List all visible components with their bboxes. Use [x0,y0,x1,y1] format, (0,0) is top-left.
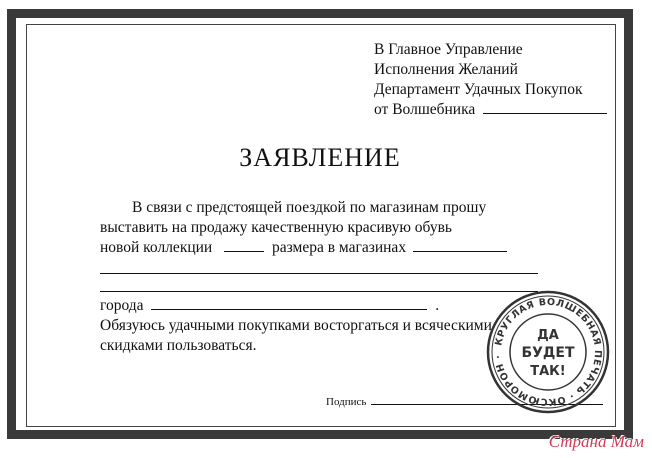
stamp-ring-text: КРУГЛАЯ ВОЛШЕБНАЯ ПЕЧАТЬ · ОКСЮМОРОН · [493,296,604,408]
round-stamp [486,290,610,414]
signature-label: Подпись [326,396,367,408]
stores-field-line-3[interactable] [100,291,538,292]
body-line-1: В связи с предстоящей поездкой по магазинам прошу [132,199,487,216]
size-label: размера в магазинах [271,239,407,256]
city-field[interactable] [151,297,427,310]
city-label: города [100,297,144,314]
addressee-line-4 [374,100,607,120]
wizard-name-field[interactable] [483,101,607,114]
size-field[interactable] [224,239,264,252]
addressee-line-1: В Главное Управление [374,41,523,58]
stamp-center-line-1: ДА [537,328,559,343]
addressee-block [374,40,607,120]
body-line-2: выставить на продажу качественную красивую обувь [100,219,452,236]
body-line-3 [100,238,560,258]
stamp-center-line-2: БУДЕТ [521,345,575,361]
document-title: ЗАЯВЛЕНИЕ [239,143,401,172]
collection-label: новой коллекции [100,239,213,256]
addressee-line-3: Департамент Удачных Покупок [374,81,583,98]
addressee-line-2: Исполнения Желаний [374,61,518,78]
stamp-center-line-3: ТАК! [530,364,566,379]
application-body [100,198,560,258]
stores-field-line-2[interactable] [100,273,538,274]
body-line-7: Обязуюсь удачными покупками восторгаться и всяческими [100,317,492,334]
body-line-8: скидками пользоваться. [100,337,257,354]
site-watermark: Страна Мам [548,432,644,451]
stores-field[interactable] [413,239,507,252]
city-period: . [435,297,440,314]
addressee-from-label: от Волшебника [374,101,476,118]
